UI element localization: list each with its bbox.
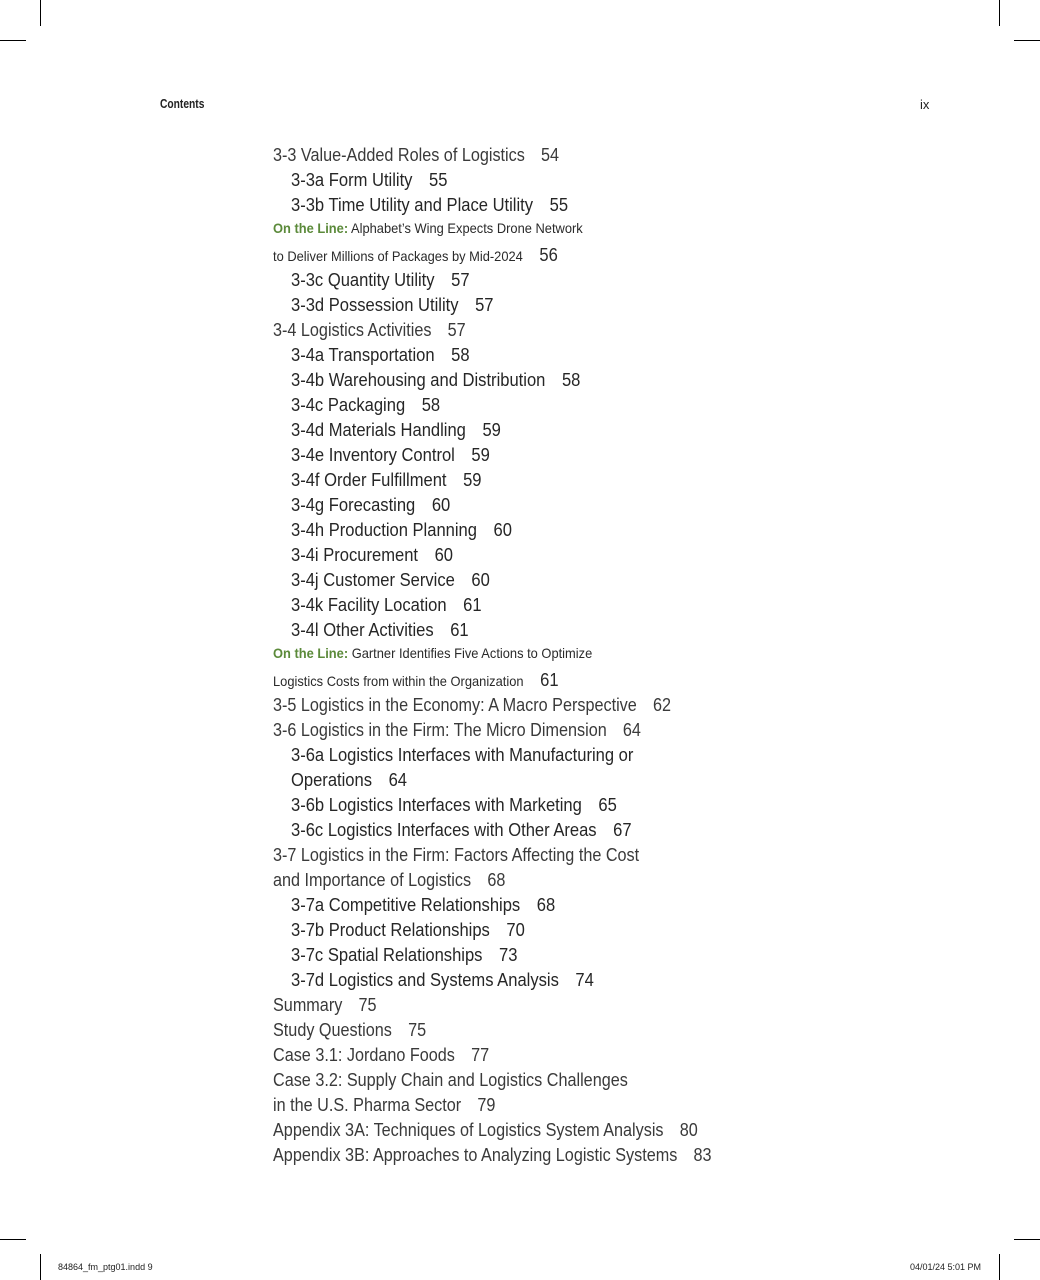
crop-mark xyxy=(40,0,41,26)
toc-entry xyxy=(273,320,466,341)
toc-entry-title: 3-4l Other Activities xyxy=(291,620,434,640)
toc-entry-title: 3-4k Facility Location xyxy=(291,595,447,615)
toc-entry-title: Appendix 3A: Techniques of Logistics System Analysis xyxy=(273,1120,664,1140)
toc-entry-page: 57 xyxy=(475,295,494,315)
toc-entry xyxy=(291,820,632,841)
toc-entry-title: 3-4 Logistics Activities xyxy=(273,320,432,340)
toc-entry xyxy=(291,770,407,791)
running-head: Contents xyxy=(160,97,205,111)
toc-entry-page: 64 xyxy=(622,720,641,740)
toc-entry-title: Operations xyxy=(291,770,373,790)
toc-entry xyxy=(291,745,633,766)
crop-mark xyxy=(0,1239,26,1240)
toc-entry-title: 3-3d Possession Utility xyxy=(291,295,459,315)
toc-entry-title: 3-4h Production Planning xyxy=(291,520,477,540)
toc-entry-page: 57 xyxy=(451,270,470,290)
toc-entry-page: 64 xyxy=(388,770,408,790)
toc-entry-title: 3-6a Logistics Interfaces with Manufacturing or xyxy=(291,745,634,765)
toc-entry xyxy=(291,795,617,816)
toc-entry-page: 74 xyxy=(575,970,594,990)
toc-entry xyxy=(273,645,592,661)
toc-entry-page: 61 xyxy=(463,595,482,615)
toc-entry-page: 58 xyxy=(561,370,581,390)
crop-mark xyxy=(0,40,26,41)
toc-entry xyxy=(273,1095,495,1116)
print-timestamp: 04/01/24 5:01 PM xyxy=(910,1262,982,1272)
toc-entry-page: 70 xyxy=(506,920,525,940)
toc-entry-title: Gartner Identifies Five Actions to Optimize xyxy=(348,645,593,661)
toc-entry-page: 58 xyxy=(451,345,470,365)
toc-entry-page: 75 xyxy=(408,1020,427,1040)
toc-entry xyxy=(273,670,559,691)
toc-entry-title: 3-7b Product Relationships xyxy=(291,920,490,940)
toc-entry-title: 3-4g Forecasting xyxy=(291,495,416,515)
toc-entry xyxy=(291,570,490,591)
toc-entry-page: 58 xyxy=(421,395,441,415)
toc-entry xyxy=(273,1045,489,1066)
toc-entry-title: 3-3b Time Utility and Place Utility xyxy=(291,195,534,215)
toc-entry-page: 59 xyxy=(482,420,501,440)
toc-entry xyxy=(273,695,671,716)
toc-entry-title: 3-6b Logistics Interfaces with Marketing xyxy=(291,795,582,815)
toc-entry-title: Logistics Costs from within the Organization xyxy=(273,673,524,689)
toc-entry xyxy=(273,845,639,866)
toc-entry-title: 3-4a Transportation xyxy=(291,345,435,365)
feature-tag: On the Line: xyxy=(273,220,349,236)
toc-entry-page: 68 xyxy=(536,895,556,915)
toc-entry-page: 60 xyxy=(431,495,451,515)
toc-entry xyxy=(291,920,525,941)
toc-entry-page: 56 xyxy=(539,245,558,265)
toc-entry-page: 59 xyxy=(471,445,490,465)
toc-entry xyxy=(291,420,501,441)
crop-mark xyxy=(40,1254,41,1280)
toc-entry-page: 55 xyxy=(549,195,569,215)
toc-entry-title: 3-4e Inventory Control xyxy=(291,445,455,465)
toc-entry xyxy=(273,995,377,1016)
toc-entry-title: 3-7d Logistics and Systems Analysis xyxy=(291,970,559,990)
toc-entry-title: Case 3.2: Supply Chain and Logistics Challenges xyxy=(273,1070,628,1090)
crop-mark xyxy=(1014,1239,1040,1240)
toc-entry-page: 61 xyxy=(450,620,469,640)
toc-entry-title: 3-4f Order Fulfillment xyxy=(291,470,447,490)
toc-entry xyxy=(273,145,559,166)
toc-entry xyxy=(273,1120,698,1141)
toc-entry xyxy=(273,1020,426,1041)
toc-entry xyxy=(291,595,482,616)
toc-entry xyxy=(291,970,594,991)
toc-entry xyxy=(291,270,470,291)
toc-entry xyxy=(291,345,470,366)
toc-entry xyxy=(291,195,568,216)
toc-entry-page: 60 xyxy=(471,570,490,590)
crop-mark xyxy=(1014,40,1040,41)
toc-entry-title: 3-6 Logistics in the Firm: The Micro Dimension xyxy=(273,720,607,740)
toc-entry xyxy=(291,295,494,316)
toc-entry xyxy=(273,870,505,891)
toc-entry-page: 80 xyxy=(679,1120,698,1140)
toc-entry-page: 65 xyxy=(598,795,617,815)
toc-entry xyxy=(291,445,490,466)
toc-entry-title: 3-4c Packaging xyxy=(291,395,406,415)
toc-entry-page: 60 xyxy=(493,520,512,540)
toc-entry-page: 54 xyxy=(541,145,560,165)
toc-entry-page: 55 xyxy=(429,170,448,190)
feature-tag: On the Line: xyxy=(273,645,349,661)
toc-entry-title: 3-5 Logistics in the Economy: A Macro Perspective xyxy=(273,695,637,715)
toc-entry-title: 3-4b Warehousing and Distribution xyxy=(291,370,546,390)
toc-entry xyxy=(273,1145,712,1166)
crop-mark xyxy=(999,0,1000,26)
toc-entry-page: 57 xyxy=(447,320,466,340)
toc-entry-page: 79 xyxy=(477,1095,496,1115)
toc-entry-page: 62 xyxy=(652,695,672,715)
toc-entry-title: Appendix 3B: Approaches to Analyzing Logistic Systems xyxy=(273,1145,678,1165)
toc-entry xyxy=(291,170,447,191)
toc-entry xyxy=(291,620,469,641)
toc-entry-page: 68 xyxy=(487,870,506,890)
toc-entry-page: 73 xyxy=(499,945,518,965)
toc-entry xyxy=(291,395,440,416)
toc-entry xyxy=(291,495,450,516)
toc-entry-title: 3-6c Logistics Interfaces with Other Areas xyxy=(291,820,597,840)
toc-entry-title: 3-4j Customer Service xyxy=(291,570,455,590)
toc-entry-title: to Deliver Millions of Packages by Mid-2024 xyxy=(273,248,523,264)
toc-entry xyxy=(291,520,512,541)
toc-entry xyxy=(273,245,558,266)
toc-entry-title: 3-3c Quantity Utility xyxy=(291,270,435,290)
toc-entry-page: 83 xyxy=(693,1145,712,1165)
toc-entry-title: 3-3 Value-Added Roles of Logistics xyxy=(273,145,525,165)
toc-entry-page: 67 xyxy=(613,820,632,840)
toc-entry xyxy=(291,945,517,966)
toc-entry-page: 60 xyxy=(434,545,454,565)
toc-entry xyxy=(291,545,453,566)
toc-entry-title: and Importance of Logistics xyxy=(273,870,472,890)
toc-entry xyxy=(273,720,641,741)
toc-entry xyxy=(291,470,482,491)
toc-entry-page: 61 xyxy=(540,670,559,690)
toc-entry-title: Case 3.1: Jordano Foods xyxy=(273,1045,455,1065)
toc-entry-title: 3-4d Materials Handling xyxy=(291,420,466,440)
toc-entry xyxy=(291,895,555,916)
toc-entry xyxy=(273,220,583,236)
toc-entry xyxy=(291,370,580,391)
file-slug: 84864_fm_ptg01.indd 9 xyxy=(58,1262,153,1272)
page-number: ix xyxy=(920,97,930,112)
toc-entry-title: Study Questions xyxy=(273,1020,392,1040)
crop-mark xyxy=(999,1254,1000,1280)
toc-entry-page: 77 xyxy=(471,1045,490,1065)
toc-entry-title: 3-7a Competitive Relationships xyxy=(291,895,521,915)
toc-entry-title: 3-3a Form Utility xyxy=(291,170,413,190)
toc-entry-title: 3-7 Logistics in the Firm: Factors Affecting the Cost xyxy=(273,845,640,865)
toc-entry-title: 3-7c Spatial Relationships xyxy=(291,945,483,965)
toc-entry xyxy=(273,1070,628,1091)
toc-entry-title: Summary xyxy=(273,995,343,1015)
toc-entry-title: Alphabet’s Wing Expects Drone Network xyxy=(348,220,583,236)
toc-entry-title: in the U.S. Pharma Sector xyxy=(273,1095,462,1115)
toc-entry-page: 75 xyxy=(358,995,377,1015)
toc-entry-title: 3-4i Procurement xyxy=(291,545,419,565)
toc-entry-page: 59 xyxy=(463,470,482,490)
